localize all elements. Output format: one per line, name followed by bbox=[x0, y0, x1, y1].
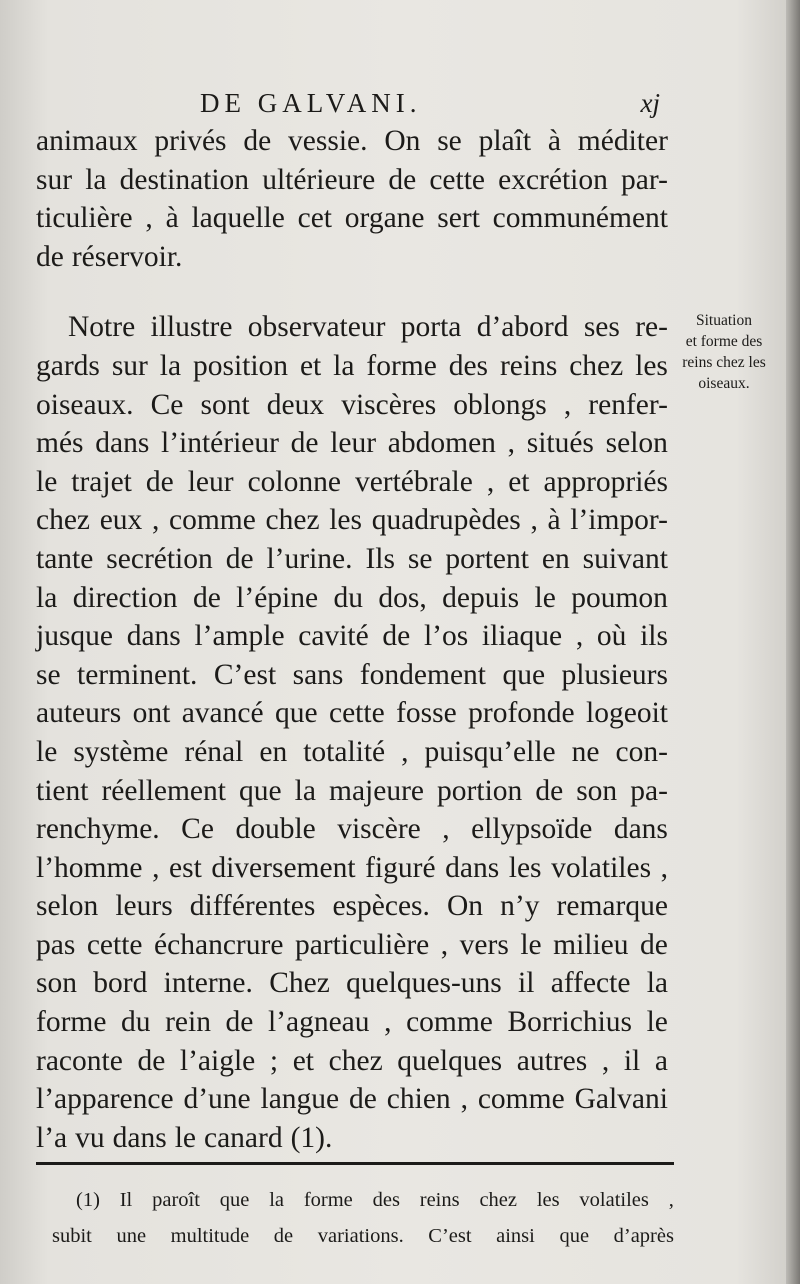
word: le bbox=[534, 581, 556, 614]
word: sont bbox=[200, 388, 250, 421]
word: double bbox=[235, 813, 316, 846]
word: terminent. bbox=[77, 658, 198, 691]
word: bord bbox=[93, 967, 148, 1000]
word: le bbox=[646, 1006, 668, 1039]
word: vu bbox=[75, 1121, 105, 1154]
word: réellement bbox=[101, 774, 226, 807]
word: quelques-uns bbox=[346, 967, 502, 1000]
word: et bbox=[508, 465, 530, 498]
word: paroît bbox=[152, 1189, 200, 1211]
word: langue bbox=[260, 1083, 340, 1116]
word: , bbox=[145, 202, 153, 235]
page-edge-shadow bbox=[786, 0, 800, 1284]
word: de bbox=[640, 928, 668, 961]
word: particulière bbox=[294, 928, 430, 961]
word: organe bbox=[344, 202, 425, 235]
word: variations. bbox=[317, 1225, 404, 1247]
word: interne. bbox=[163, 967, 253, 1000]
text-line bbox=[36, 238, 668, 277]
word: portion bbox=[437, 774, 523, 807]
text-line bbox=[36, 849, 668, 888]
word: d’une bbox=[183, 1083, 251, 1116]
text-line bbox=[36, 617, 668, 656]
word: l’apparence bbox=[36, 1083, 174, 1116]
word: comme bbox=[169, 504, 256, 537]
word: comme bbox=[477, 1083, 565, 1116]
word: de bbox=[349, 1083, 377, 1116]
margin-note bbox=[662, 310, 786, 394]
word: selon bbox=[36, 890, 99, 923]
footnote bbox=[52, 1182, 674, 1254]
word: autres bbox=[516, 1044, 588, 1077]
word: la bbox=[269, 1189, 284, 1211]
word: les bbox=[329, 504, 363, 537]
word: remarque bbox=[556, 890, 668, 923]
text-line bbox=[36, 540, 668, 579]
word: dans bbox=[95, 427, 150, 460]
word: abdomen bbox=[387, 427, 496, 460]
word: , bbox=[440, 928, 449, 961]
word: leurs bbox=[115, 890, 173, 923]
word: appropriés bbox=[543, 465, 668, 498]
word: forme bbox=[36, 1006, 107, 1039]
word: direction bbox=[72, 581, 178, 614]
word: que bbox=[559, 1225, 590, 1247]
word: l’intérieur bbox=[161, 427, 279, 460]
word: une bbox=[116, 1225, 147, 1247]
word: vers bbox=[459, 928, 509, 961]
word: le bbox=[174, 1121, 196, 1154]
word: plaît bbox=[478, 125, 532, 157]
word: du bbox=[333, 581, 363, 614]
word: la bbox=[294, 774, 316, 807]
word: forme bbox=[303, 1189, 353, 1211]
text-line bbox=[36, 926, 668, 965]
word: ellypsoïde bbox=[471, 813, 593, 846]
word: l’impor- bbox=[570, 504, 668, 537]
text-line bbox=[36, 1003, 668, 1042]
main-text bbox=[36, 122, 668, 1157]
word: Ils bbox=[365, 542, 395, 575]
word: reins bbox=[419, 1189, 460, 1211]
word: oblongs bbox=[453, 388, 547, 421]
text-line bbox=[36, 887, 668, 926]
word: situés bbox=[526, 427, 594, 460]
word: la bbox=[646, 967, 668, 1000]
text-line bbox=[36, 386, 668, 425]
word: destination bbox=[119, 163, 250, 196]
word: la bbox=[333, 349, 355, 382]
word: par- bbox=[621, 163, 668, 196]
word: rénal bbox=[184, 735, 244, 768]
word: rein bbox=[165, 1006, 211, 1039]
word: renfer- bbox=[588, 388, 668, 421]
word: la bbox=[159, 349, 182, 382]
word: viscère bbox=[337, 813, 421, 846]
word: poumon bbox=[571, 581, 668, 614]
text-line bbox=[36, 810, 668, 849]
word: à bbox=[547, 504, 561, 537]
word: vertébrale bbox=[354, 465, 473, 498]
word: dans bbox=[613, 813, 668, 846]
word: du bbox=[121, 1006, 151, 1039]
word: où bbox=[596, 620, 627, 653]
word: de bbox=[535, 774, 564, 807]
word: diversement bbox=[211, 851, 356, 884]
page-number: xj bbox=[640, 88, 660, 118]
word: en bbox=[541, 542, 570, 575]
word: de bbox=[290, 427, 319, 460]
word: majeure bbox=[329, 774, 424, 807]
word: tante bbox=[36, 542, 94, 575]
word: Borrichius bbox=[507, 1006, 633, 1039]
word: logeoit bbox=[586, 697, 668, 730]
word: , bbox=[460, 1083, 468, 1116]
word: , bbox=[530, 504, 538, 537]
word: d’après bbox=[613, 1225, 674, 1247]
footnote-rule bbox=[36, 1162, 674, 1165]
word: pas bbox=[36, 928, 76, 961]
text-line bbox=[36, 733, 668, 772]
word: système bbox=[73, 735, 169, 768]
word: de bbox=[36, 240, 64, 273]
text-line bbox=[36, 579, 668, 618]
word: , bbox=[601, 1044, 610, 1077]
word: volatiles bbox=[579, 1189, 649, 1211]
word: colonne bbox=[247, 465, 341, 498]
word: figuré bbox=[365, 851, 436, 884]
word: d’abord bbox=[476, 311, 569, 344]
word: C’est bbox=[428, 1225, 472, 1247]
word: ticulière bbox=[36, 202, 133, 235]
word: trajet bbox=[71, 465, 132, 498]
word: des bbox=[448, 349, 489, 382]
word: sur bbox=[111, 349, 148, 382]
word: jusque bbox=[36, 620, 114, 653]
word: échancrure bbox=[154, 928, 284, 961]
word: re- bbox=[635, 311, 668, 344]
word: l’homme bbox=[36, 851, 143, 884]
word: communément bbox=[492, 202, 668, 235]
word: l’a bbox=[36, 1121, 68, 1154]
word: l’urine. bbox=[266, 542, 353, 575]
text-line bbox=[36, 463, 668, 502]
text-line bbox=[36, 347, 668, 386]
word: des bbox=[372, 1189, 400, 1211]
word: tient bbox=[36, 774, 89, 807]
word: (1). bbox=[290, 1121, 333, 1154]
word: secrétion bbox=[106, 542, 213, 575]
word: les bbox=[536, 1189, 560, 1211]
word: chez bbox=[479, 1189, 517, 1211]
text-line bbox=[36, 656, 668, 695]
word: la bbox=[36, 581, 58, 614]
text-line bbox=[36, 1119, 668, 1158]
word: , bbox=[442, 813, 450, 846]
word: , bbox=[575, 620, 584, 653]
word: chez bbox=[328, 1044, 383, 1077]
word: gards bbox=[36, 349, 100, 382]
word: reins bbox=[499, 349, 558, 382]
word: Notre bbox=[68, 311, 136, 344]
word: oiseaux. bbox=[36, 388, 134, 421]
word: en bbox=[259, 735, 288, 768]
word: dans bbox=[112, 1121, 167, 1154]
word: affecte bbox=[550, 967, 631, 1000]
word: position bbox=[192, 349, 289, 382]
word: différentes bbox=[189, 890, 316, 923]
word: chez bbox=[36, 504, 91, 537]
word: les bbox=[508, 851, 542, 884]
word: que bbox=[219, 1189, 250, 1211]
word: ils bbox=[640, 620, 668, 653]
word: On bbox=[447, 890, 484, 923]
word: illustre bbox=[150, 311, 233, 344]
word: Il bbox=[119, 1189, 133, 1211]
word: pa- bbox=[630, 774, 668, 807]
word: , bbox=[152, 851, 160, 884]
word: se bbox=[437, 125, 462, 157]
word: auteurs bbox=[36, 697, 122, 730]
word: quelques bbox=[397, 1044, 503, 1077]
text-line bbox=[36, 1080, 668, 1119]
word: n’y bbox=[500, 890, 540, 923]
word: son bbox=[576, 774, 618, 807]
word: depuis bbox=[442, 581, 520, 614]
word: réservoir. bbox=[71, 240, 183, 273]
word: de bbox=[137, 1044, 166, 1077]
text-line bbox=[36, 694, 668, 733]
word: Galvani bbox=[574, 1083, 668, 1116]
word: leur bbox=[187, 465, 234, 498]
page-header bbox=[200, 88, 660, 122]
word: fondement bbox=[359, 658, 486, 691]
text-line bbox=[36, 772, 668, 811]
word: sert bbox=[437, 202, 480, 235]
word: dans bbox=[126, 620, 181, 653]
word: cavité bbox=[298, 620, 369, 653]
text-line bbox=[36, 122, 668, 161]
word: ne bbox=[571, 735, 600, 768]
text-line bbox=[36, 424, 668, 463]
word: plusieurs bbox=[561, 658, 668, 691]
word: de bbox=[382, 620, 411, 653]
word: chien bbox=[386, 1083, 451, 1116]
word: quadrupèdes bbox=[371, 504, 521, 537]
word: On bbox=[384, 125, 421, 157]
word: deux bbox=[266, 388, 325, 421]
word: totalité bbox=[303, 735, 386, 768]
word: raconte bbox=[36, 1044, 123, 1077]
text-line bbox=[36, 161, 668, 200]
word: leur bbox=[330, 427, 377, 460]
word: l’épine bbox=[236, 581, 319, 614]
text-line bbox=[36, 501, 668, 540]
word: cette bbox=[328, 697, 385, 730]
word: que bbox=[502, 658, 546, 691]
word: le bbox=[520, 928, 542, 961]
word: , bbox=[151, 504, 160, 537]
word: ont bbox=[132, 697, 171, 730]
word: animaux bbox=[36, 125, 138, 157]
word: avancé bbox=[181, 697, 264, 730]
word: l’agneau bbox=[267, 1006, 370, 1039]
text-line bbox=[36, 964, 668, 1003]
word: de bbox=[145, 465, 174, 498]
word: laquelle bbox=[191, 202, 285, 235]
word: est bbox=[169, 851, 202, 884]
word: puisqu’elle bbox=[424, 735, 556, 768]
margin-note-line: reins chez les bbox=[682, 354, 766, 371]
word: de bbox=[225, 1006, 254, 1039]
word: iliaque bbox=[481, 620, 563, 653]
word: , bbox=[507, 427, 516, 460]
word: privés bbox=[154, 125, 227, 157]
word: vessie. bbox=[288, 125, 368, 157]
word: le bbox=[36, 735, 58, 768]
word: volatiles bbox=[551, 851, 652, 884]
word: de bbox=[388, 163, 417, 196]
text-line bbox=[36, 308, 668, 347]
margin-note-line: et forme des bbox=[685, 333, 763, 350]
word: se bbox=[407, 542, 433, 575]
word: cette bbox=[429, 163, 485, 196]
word: viscères bbox=[341, 388, 437, 421]
margin-note-line: Situation bbox=[696, 312, 752, 329]
word: l’ample bbox=[194, 620, 285, 653]
word: dos, bbox=[378, 581, 427, 614]
running-head: DE GALVANI. bbox=[200, 88, 422, 118]
word: multitude bbox=[170, 1225, 250, 1247]
word: cette bbox=[86, 928, 143, 961]
word: , bbox=[401, 735, 409, 768]
word: espèces. bbox=[332, 890, 430, 923]
text-line bbox=[36, 199, 668, 238]
word: portent bbox=[445, 542, 529, 575]
word: , bbox=[384, 1006, 392, 1039]
word: , bbox=[668, 1189, 674, 1211]
word: forme bbox=[366, 349, 437, 382]
word: , bbox=[660, 851, 668, 884]
word: con- bbox=[615, 735, 668, 768]
word: ainsi bbox=[496, 1225, 535, 1247]
word: méditer bbox=[577, 125, 668, 157]
word: C’est bbox=[213, 658, 277, 691]
word: canard bbox=[204, 1121, 283, 1154]
word: dans bbox=[445, 851, 500, 884]
word: Ce bbox=[181, 813, 214, 846]
word: renchyme. bbox=[36, 813, 160, 846]
paragraph-gap bbox=[36, 276, 668, 308]
word: fosse bbox=[396, 697, 457, 730]
word: ses bbox=[583, 311, 620, 344]
word: de bbox=[225, 542, 254, 575]
word: excrétion bbox=[498, 163, 608, 196]
word: il bbox=[623, 1044, 641, 1077]
word: de bbox=[273, 1225, 294, 1247]
word: son bbox=[36, 967, 77, 1000]
word: et bbox=[292, 1044, 315, 1077]
word: observateur bbox=[247, 311, 386, 344]
word: l’os bbox=[423, 620, 469, 653]
word: Chez bbox=[269, 967, 330, 1000]
word: , bbox=[486, 465, 495, 498]
word: a bbox=[654, 1044, 668, 1077]
word: suivant bbox=[582, 542, 668, 575]
word: comme bbox=[406, 1006, 493, 1039]
word: selon bbox=[605, 427, 668, 460]
margin-note-line: oiseaux. bbox=[698, 375, 750, 392]
word: ; bbox=[269, 1044, 279, 1077]
word: cet bbox=[297, 202, 332, 235]
word: chez bbox=[265, 504, 320, 537]
word: la bbox=[85, 163, 107, 196]
word: eux bbox=[99, 504, 143, 537]
word: més bbox=[36, 427, 84, 460]
word: de bbox=[243, 125, 272, 157]
footnote-line bbox=[52, 1182, 674, 1218]
word: se bbox=[36, 658, 61, 691]
word: sur bbox=[36, 163, 73, 196]
word: et bbox=[299, 349, 322, 382]
word: sans bbox=[292, 658, 344, 691]
word: Ce bbox=[150, 388, 184, 421]
word: à bbox=[165, 202, 179, 235]
footnote-line bbox=[52, 1218, 674, 1254]
text-line bbox=[36, 1042, 668, 1081]
word: que bbox=[239, 774, 282, 807]
word: , bbox=[563, 388, 572, 421]
word: ultérieure bbox=[262, 163, 376, 196]
word: porta bbox=[400, 311, 462, 344]
word: chez bbox=[569, 349, 624, 382]
word: l’aigle bbox=[179, 1044, 256, 1077]
word: subit bbox=[52, 1225, 92, 1247]
word: le bbox=[36, 465, 58, 498]
word: il bbox=[518, 967, 535, 1000]
word: (1) bbox=[76, 1189, 100, 1211]
word: de bbox=[192, 581, 221, 614]
word: milieu bbox=[553, 928, 629, 961]
word: profonde bbox=[468, 697, 575, 730]
word: à bbox=[547, 125, 561, 157]
word: que bbox=[274, 697, 318, 730]
word: les bbox=[635, 349, 668, 382]
